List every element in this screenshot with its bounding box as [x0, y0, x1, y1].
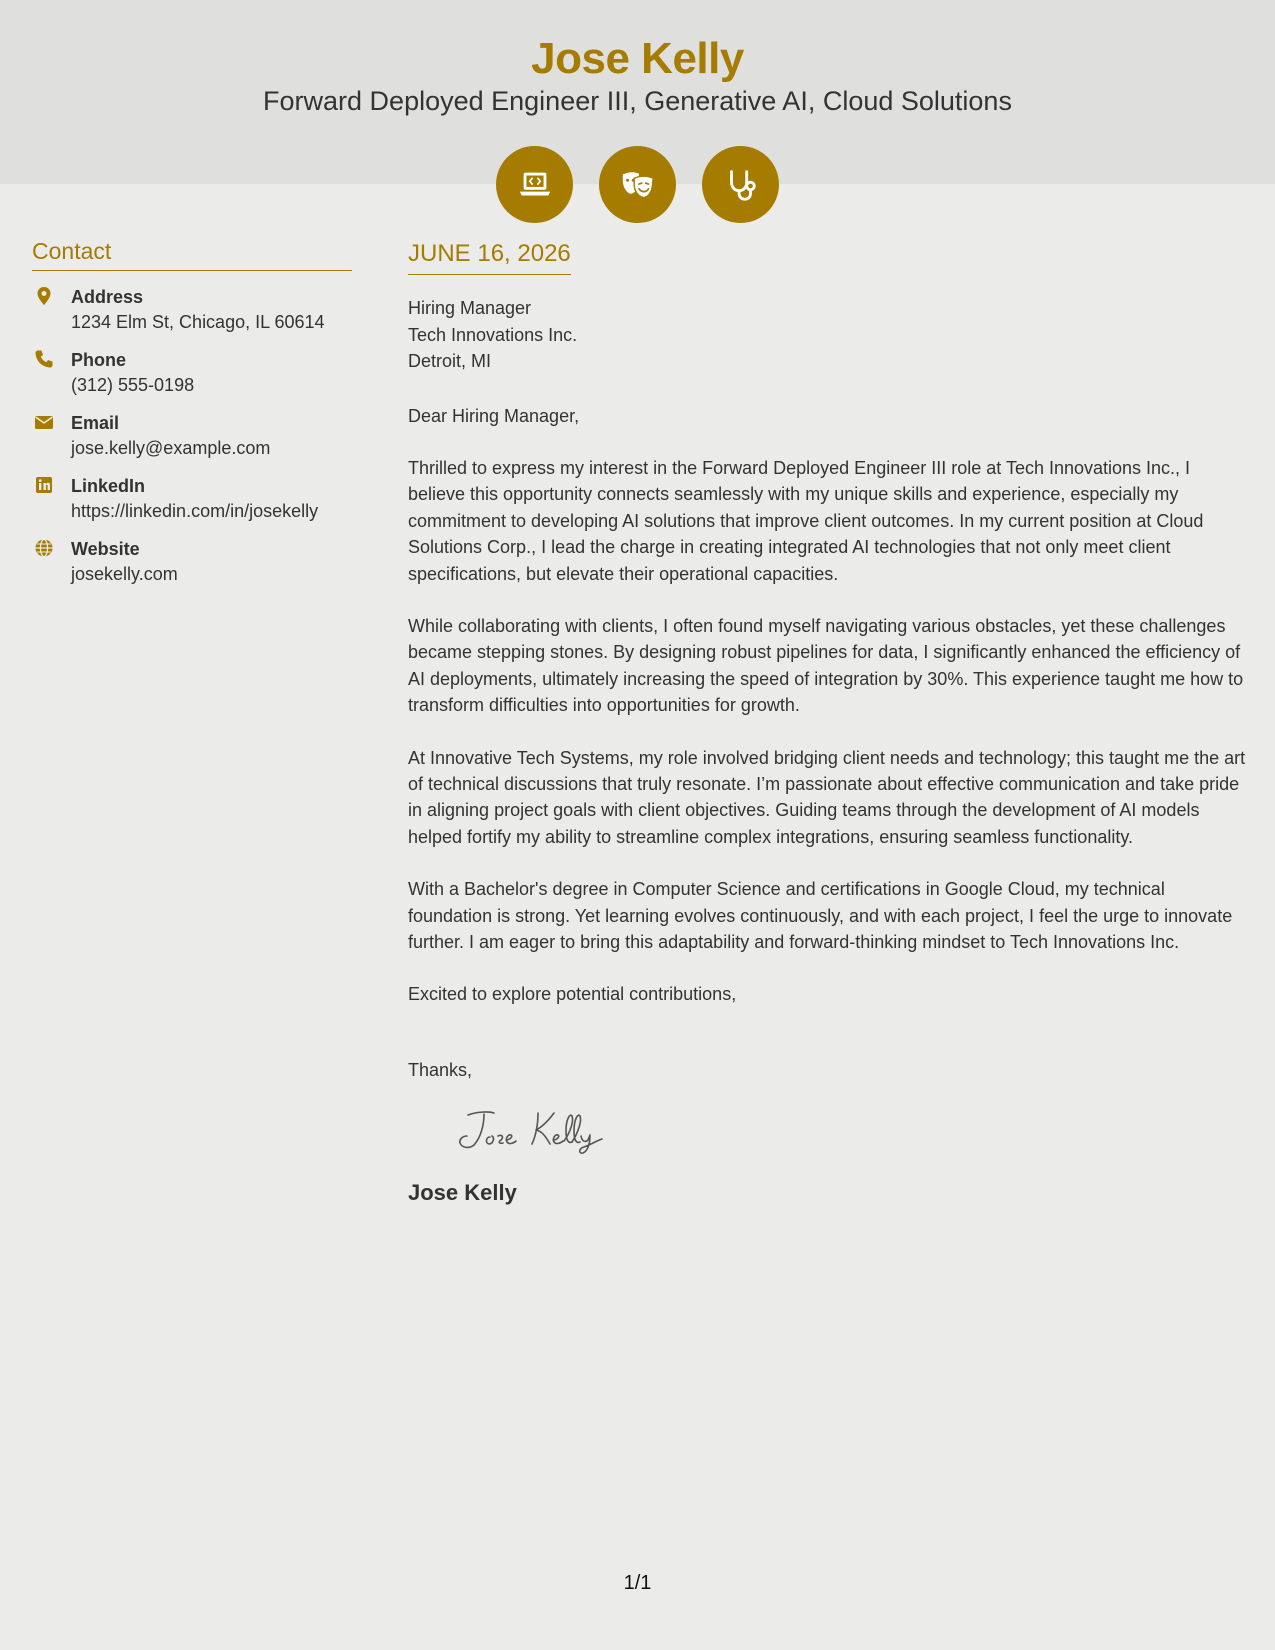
- salutation: Dear Hiring Manager,: [408, 405, 580, 426]
- paragraph: With a Bachelor's degree in Computer Science and certifications in Google Cloud, my technical foundation is strong. Yet learning evolves continuously, and with each project, I feel the urge to innovate further. I am eager to bring this adaptability and forward-thinking mindset to Tech Innovations Inc.: [408, 879, 1233, 952]
- contact-linkedin: [32, 474, 352, 524]
- signer-name: Jose Kelly: [408, 1179, 517, 1205]
- location-pin-icon: [34, 286, 54, 306]
- letter-content: [408, 403, 1248, 1008]
- contact-value: 1234 Elm St, Chicago, IL 60614: [71, 312, 325, 332]
- contact-label: Website: [71, 539, 140, 559]
- paragraph: Thrilled to express my interest in the Forward Deployed Engineer III role at Tech Innovations Inc., I believe this opportunity connects seamlessly with my unique skills and experience, especially my commitment to developing AI solutions that improve client outcomes. In my current position at Cloud Solutions Corp., I lead the charge in creating integrated AI technologies that not only meet client specifications, but elevate their operational capacities.: [408, 457, 1204, 584]
- recipient-line: Hiring Manager: [408, 298, 532, 318]
- contact-label: LinkedIn: [71, 476, 146, 496]
- stethoscope-icon: [702, 146, 779, 223]
- contact-label: Email: [71, 413, 120, 433]
- recipient-line: Tech Innovations Inc.: [408, 324, 578, 345]
- contact-value[interactable]: jose.kelly@example.com: [71, 438, 271, 458]
- letter-date: JUNE 16, 2026: [408, 240, 571, 275]
- contact-address: [32, 285, 352, 335]
- page-indicator: 1/1: [623, 1572, 652, 1594]
- envelope-icon: [34, 412, 54, 432]
- job-title: Forward Deployed Engineer III, Generative AI, Cloud Solutions: [263, 86, 1012, 116]
- letter-body: [408, 240, 1248, 1206]
- paragraph: Excited to explore potential contributions,: [408, 984, 737, 1005]
- contact-website: [32, 537, 352, 587]
- paragraph: While collaborating with clients, I often found myself navigating various obstacles, yet these challenges became stepping stones. By designing robust pipelines for data, I significantly enhanced the efficiency of AI deployments, ultimately increasing the speed of integration by 30%. This experience taught me how to transform difficulties into opportunities for growth.: [408, 615, 1244, 716]
- contact-value[interactable]: josekelly.com: [71, 564, 178, 584]
- handwritten-signature: [454, 1103, 1248, 1162]
- recipient-block: [408, 295, 1248, 375]
- paragraph: At Innovative Tech Systems, my role involved bridging client needs and technology; this taught me the art of technical discussions that truly resonate. I’m passionate about effective communication and take pride in aligning project goals with client objectives. Guiding teams through the development of AI models helped fortify my ability to streamline complex integrations, ensuring seamless functionality.: [408, 747, 1246, 847]
- closing: Thanks,: [408, 1059, 473, 1080]
- linkedin-icon: [34, 475, 54, 495]
- theater-masks-icon: [599, 146, 676, 223]
- contact-sidebar: [32, 238, 352, 587]
- contact-value[interactable]: https://linkedin.com/in/josekelly: [71, 501, 319, 521]
- contact-phone: [32, 348, 352, 398]
- contact-value: (312) 555-0198: [71, 375, 195, 395]
- contact-label: Phone: [71, 350, 127, 370]
- contact-heading: Contact: [32, 238, 352, 271]
- globe-icon: [34, 538, 54, 558]
- interest-icons: [0, 146, 1275, 223]
- recipient-line: Detroit, MI: [408, 351, 492, 371]
- candidate-name: Jose Kelly: [531, 34, 744, 83]
- contact-email: [32, 411, 352, 461]
- laptop-code-icon: [496, 146, 573, 223]
- contact-label: Address: [71, 287, 144, 307]
- phone-icon: [34, 349, 54, 369]
